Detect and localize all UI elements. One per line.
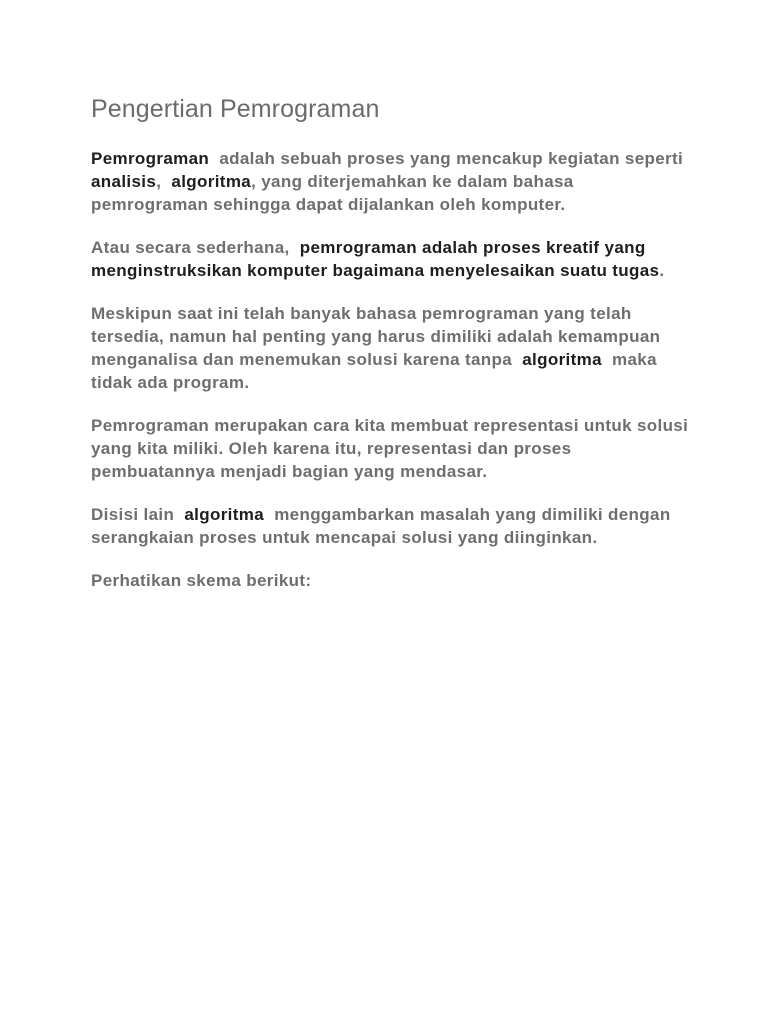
text-segment: maka tidak ada program.: [91, 350, 662, 392]
term-algoritma: algoritma: [184, 505, 265, 524]
paragraph-2: [91, 236, 691, 282]
text-segment: Perhatikan skema berikut:: [91, 571, 312, 590]
page-title: Pengertian Pemrograman: [91, 95, 380, 123]
text-segment: ,: [156, 172, 172, 191]
paragraph-5: [91, 503, 691, 549]
text-segment: adalah sebuah proses yang mencakup kegiatan seperti: [209, 149, 694, 168]
text-segment: Pemrograman merupakan cara kita membuat representasi untuk solusi yang kita miliki. Oleh karena itu, representasi dan proses pembuatannya menjadi bagian yang mendasar.: [91, 416, 689, 481]
text-segment: .: [659, 261, 665, 280]
text-segment: Meskipun saat ini telah banyak bahasa pemrograman yang telah tersedia, namun hal penting yang harus dimiliki adalah kemampuan menganalisa dan menemukan solusi karena tanpa: [91, 304, 666, 369]
paragraph-3: [91, 302, 691, 394]
document-page: [91, 93, 694, 612]
text-segment: menggambarkan masalah yang dimiliki dengan serangkaian proses untuk mencapai solusi yang diinginkan.: [91, 505, 676, 547]
text-segment: Disisi lain: [91, 505, 185, 524]
term-algoritma: algoritma: [522, 350, 602, 369]
definition-highlight: pemrograman adalah proses kreatif yang menginstruksikan komputer bagaimana menyelesaikan suatu tugas: [91, 238, 660, 280]
term-analisis: analisis: [91, 172, 157, 191]
paragraph-4: [91, 414, 691, 483]
term-algoritma: algoritma: [171, 172, 252, 191]
text-segment: Atau secara sederhana,: [91, 238, 300, 257]
paragraph-1: [91, 147, 694, 216]
term-pemrograman: Pemrograman: [91, 149, 210, 168]
paragraph-6: [91, 569, 691, 592]
text-segment: , yang diterjemahkan ke dalam bahasa pemrograman sehingga dapat dijalankan oleh komputer.: [91, 172, 574, 214]
